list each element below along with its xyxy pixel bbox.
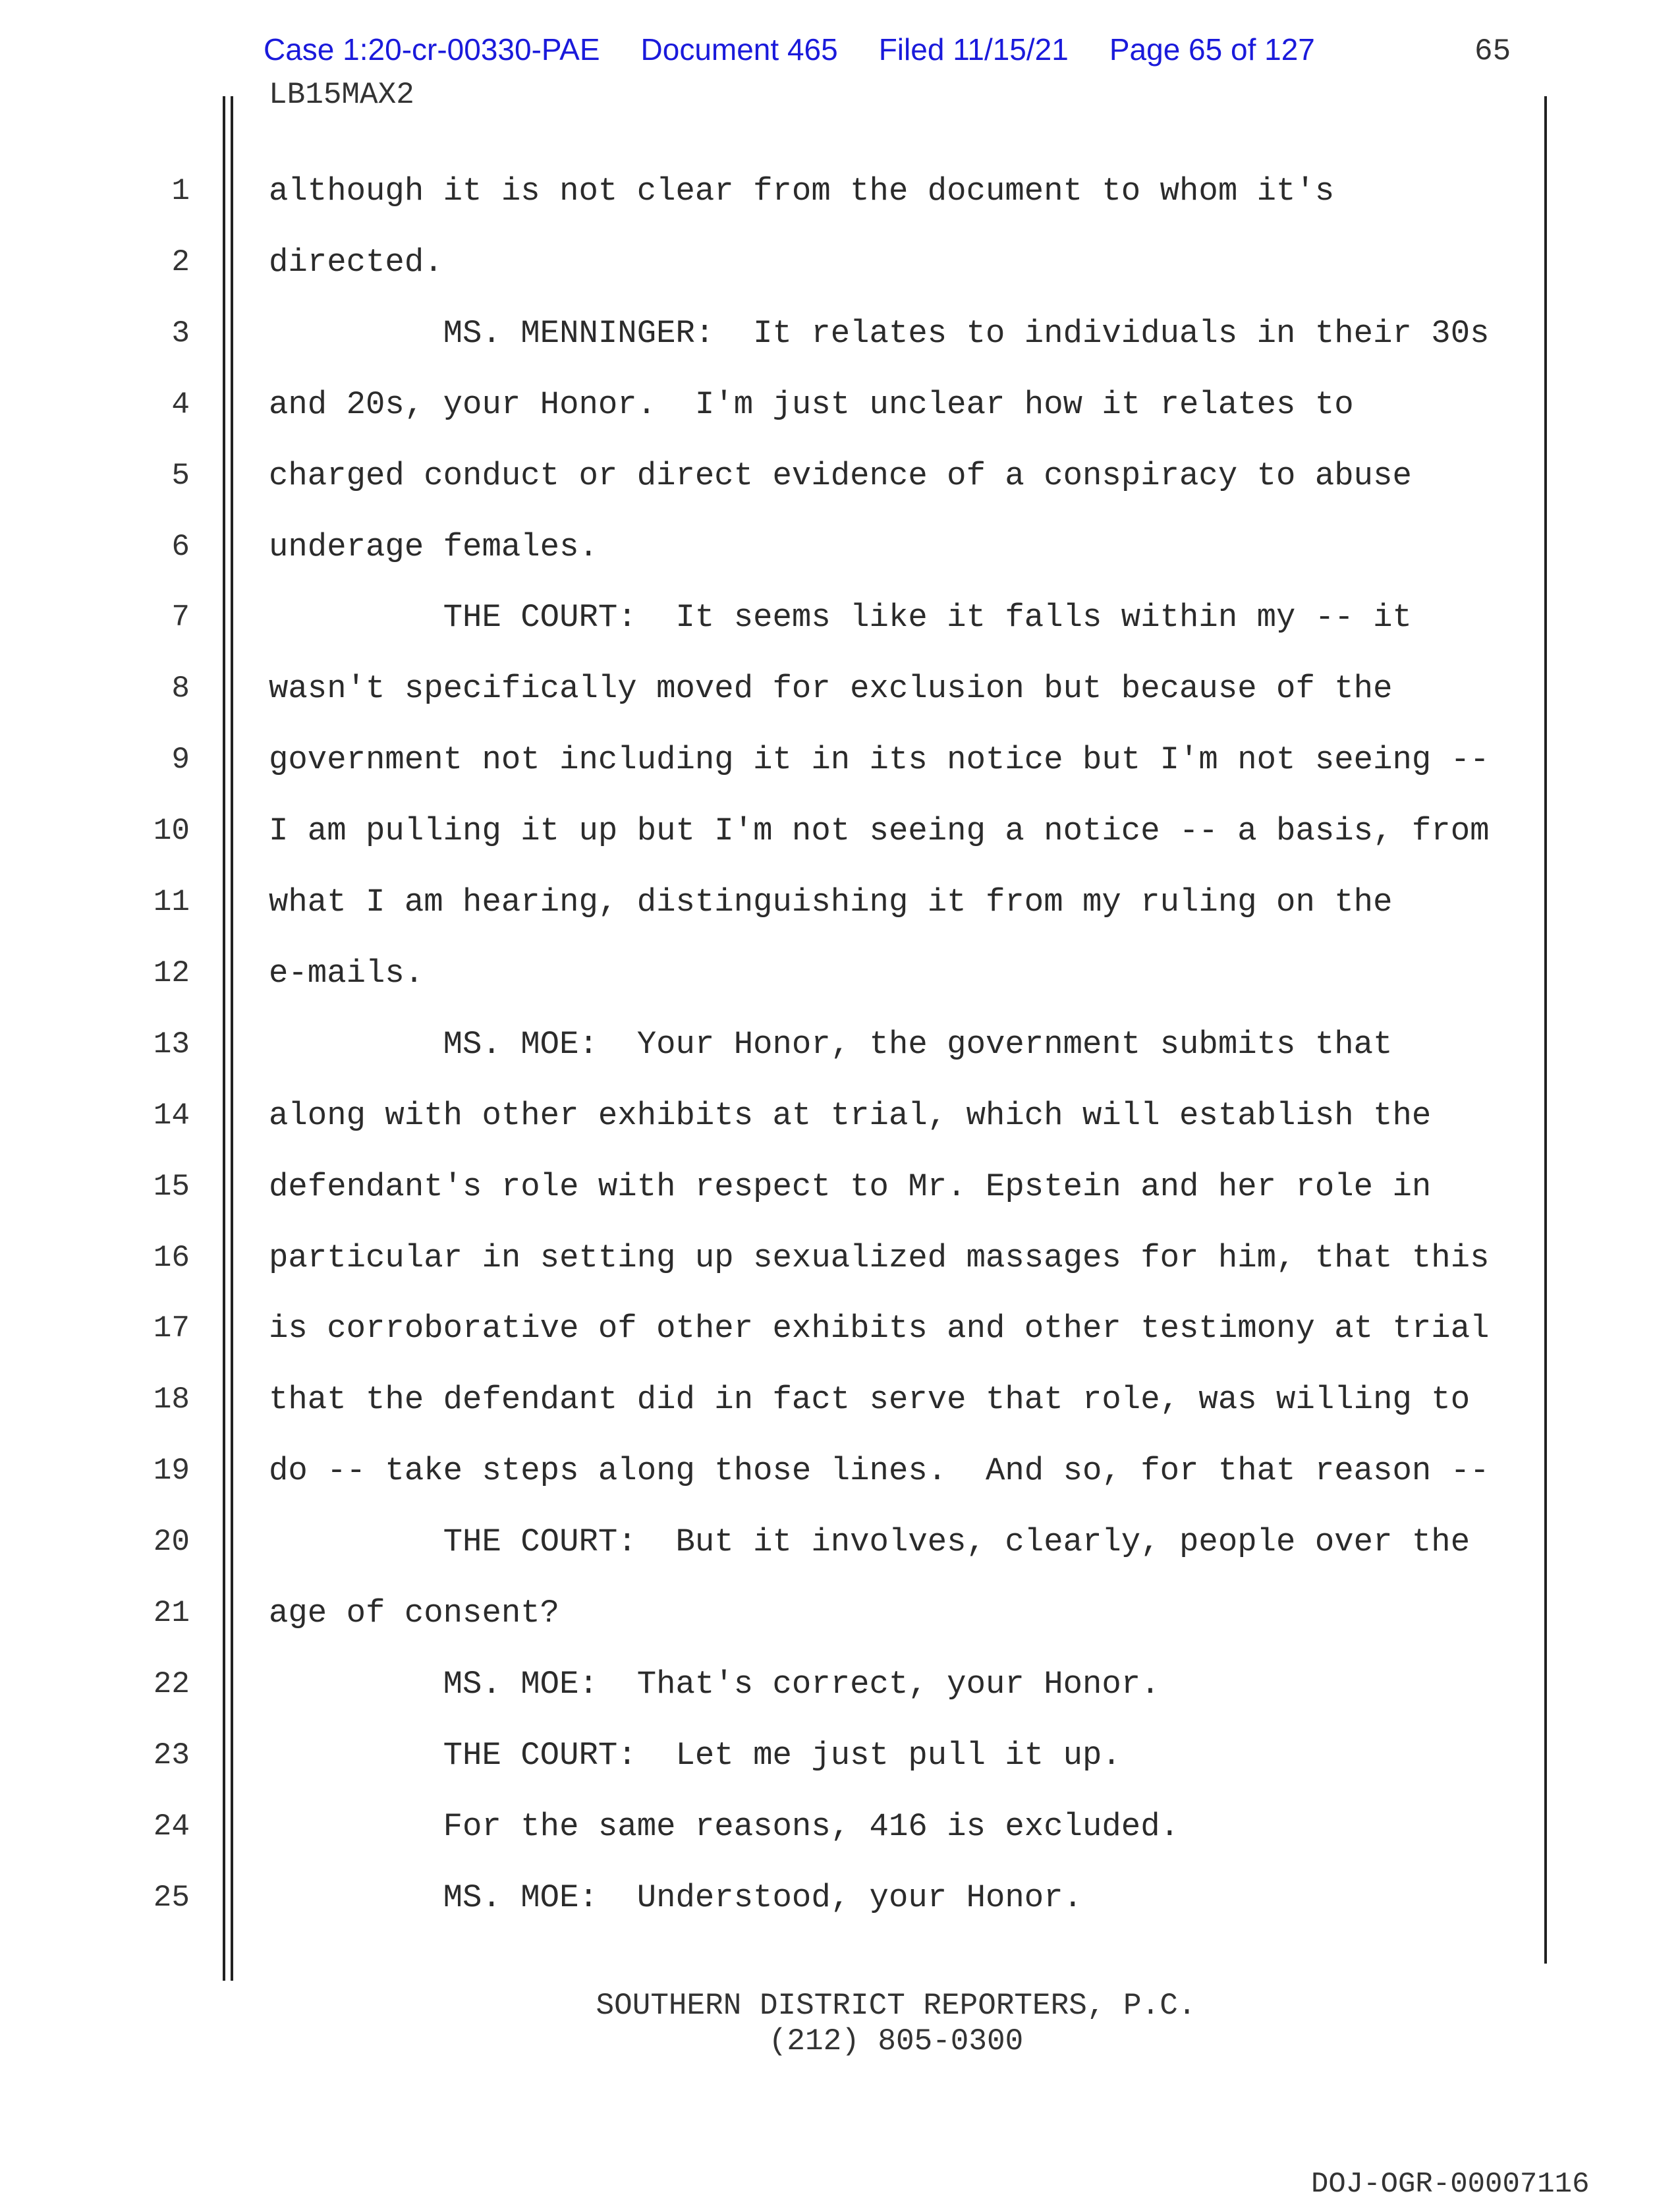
line-number: 2 [171, 245, 190, 279]
line-number: 20 [153, 1525, 190, 1559]
transcript-line: what I am hearing, distinguishing it from my ruling on the [269, 884, 1393, 921]
transcript-line: THE COURT: Let me just pull it up. [269, 1737, 1121, 1774]
line-number: 6 [171, 530, 190, 564]
transcript-page-number: 65 [1474, 34, 1511, 69]
transcript-line: e-mails. [269, 955, 424, 992]
line-number: 8 [171, 671, 190, 706]
transcript-line: MS. MOE: Understood, your Honor. [269, 1879, 1083, 1916]
line-number: 7 [171, 600, 190, 635]
transcript-line: that the defendant did in fact serve that role, was willing to [269, 1381, 1470, 1418]
line-number: 24 [153, 1809, 190, 1844]
document-number: Document 465 [640, 32, 838, 67]
case-number: Case 1:20-cr-00330-PAE [264, 32, 600, 67]
right-margin-rule [1544, 96, 1547, 1964]
left-margin-rule-inner [231, 96, 233, 1981]
line-number: 3 [171, 316, 190, 351]
line-number: 4 [171, 387, 190, 422]
line-number: 15 [153, 1170, 190, 1204]
reporter-name: SOUTHERN DISTRICT REPORTERS, P.C. [596, 1989, 1196, 2023]
transcript-line: MS. MOE: Your Honor, the government submits that [269, 1026, 1393, 1063]
line-number: 13 [153, 1027, 190, 1062]
transcript-line: although it is not clear from the document to whom it's [269, 173, 1335, 210]
line-number: 23 [153, 1738, 190, 1772]
transcript-line: THE COURT: It seems like it falls within my -- it [269, 599, 1412, 636]
line-number: 1 [171, 174, 190, 208]
line-number: 19 [153, 1454, 190, 1488]
transcript-line: For the same reasons, 416 is excluded. [269, 1808, 1180, 1845]
transcript-line: defendant's role with respect to Mr. Epstein and her role in [269, 1168, 1432, 1205]
bates-number: DOJ-OGR-00007116 [1311, 2168, 1590, 2201]
transcript-line: MS. MOE: That's correct, your Honor. [269, 1666, 1160, 1703]
line-number: 12 [153, 956, 190, 990]
transcript-line: directed. [269, 244, 443, 281]
page-of-total: Page 65 of 127 [1109, 32, 1315, 67]
transcript-line: along with other exhibits at trial, which will establish the [269, 1097, 1432, 1134]
transcript-line: and 20s, your Honor. I'm just unclear how it relates to [269, 386, 1354, 423]
line-number: 18 [153, 1382, 190, 1417]
transcript-line: wasn't specifically moved for exclusion but because of the [269, 670, 1393, 707]
transcript-line: THE COURT: But it involves, clearly, people over the [269, 1523, 1470, 1560]
transcript-line: government not including it in its notice but I'm not seeing -- [269, 741, 1490, 778]
transcript-line: I am pulling it up but I'm not seeing a notice -- a basis, from [269, 812, 1490, 849]
line-number: 14 [153, 1098, 190, 1133]
reporter-phone: (212) 805-0300 [768, 2024, 1024, 2058]
transcript-line: do -- take steps along those lines. And so, for that reason -- [269, 1452, 1490, 1489]
line-number: 21 [153, 1596, 190, 1630]
line-number: 11 [153, 885, 190, 919]
transcript-line: is corroborative of other exhibits and other testimony at trial [269, 1310, 1490, 1347]
transcript-line: age of consent? [269, 1595, 560, 1631]
filed-date: Filed 11/15/21 [878, 32, 1069, 67]
transcript-line: charged conduct or direct evidence of a conspiracy to abuse [269, 457, 1412, 494]
line-number: 5 [171, 459, 190, 493]
transcript-line: particular in setting up sexualized massages for him, that this [269, 1239, 1490, 1276]
transcript-line: underage females. [269, 528, 598, 565]
line-number: 17 [153, 1311, 190, 1346]
filing-header [264, 32, 1356, 67]
line-number: 10 [153, 814, 190, 848]
line-number: 9 [171, 743, 190, 777]
line-number: 22 [153, 1667, 190, 1701]
transcript-line: MS. MENNINGER: It relates to individuals in their 30s [269, 315, 1490, 352]
left-margin-rule-outer [223, 96, 225, 1981]
line-number: 16 [153, 1241, 190, 1275]
transcript-code: LB15MAX2 [269, 78, 414, 112]
line-number: 25 [153, 1881, 190, 1915]
